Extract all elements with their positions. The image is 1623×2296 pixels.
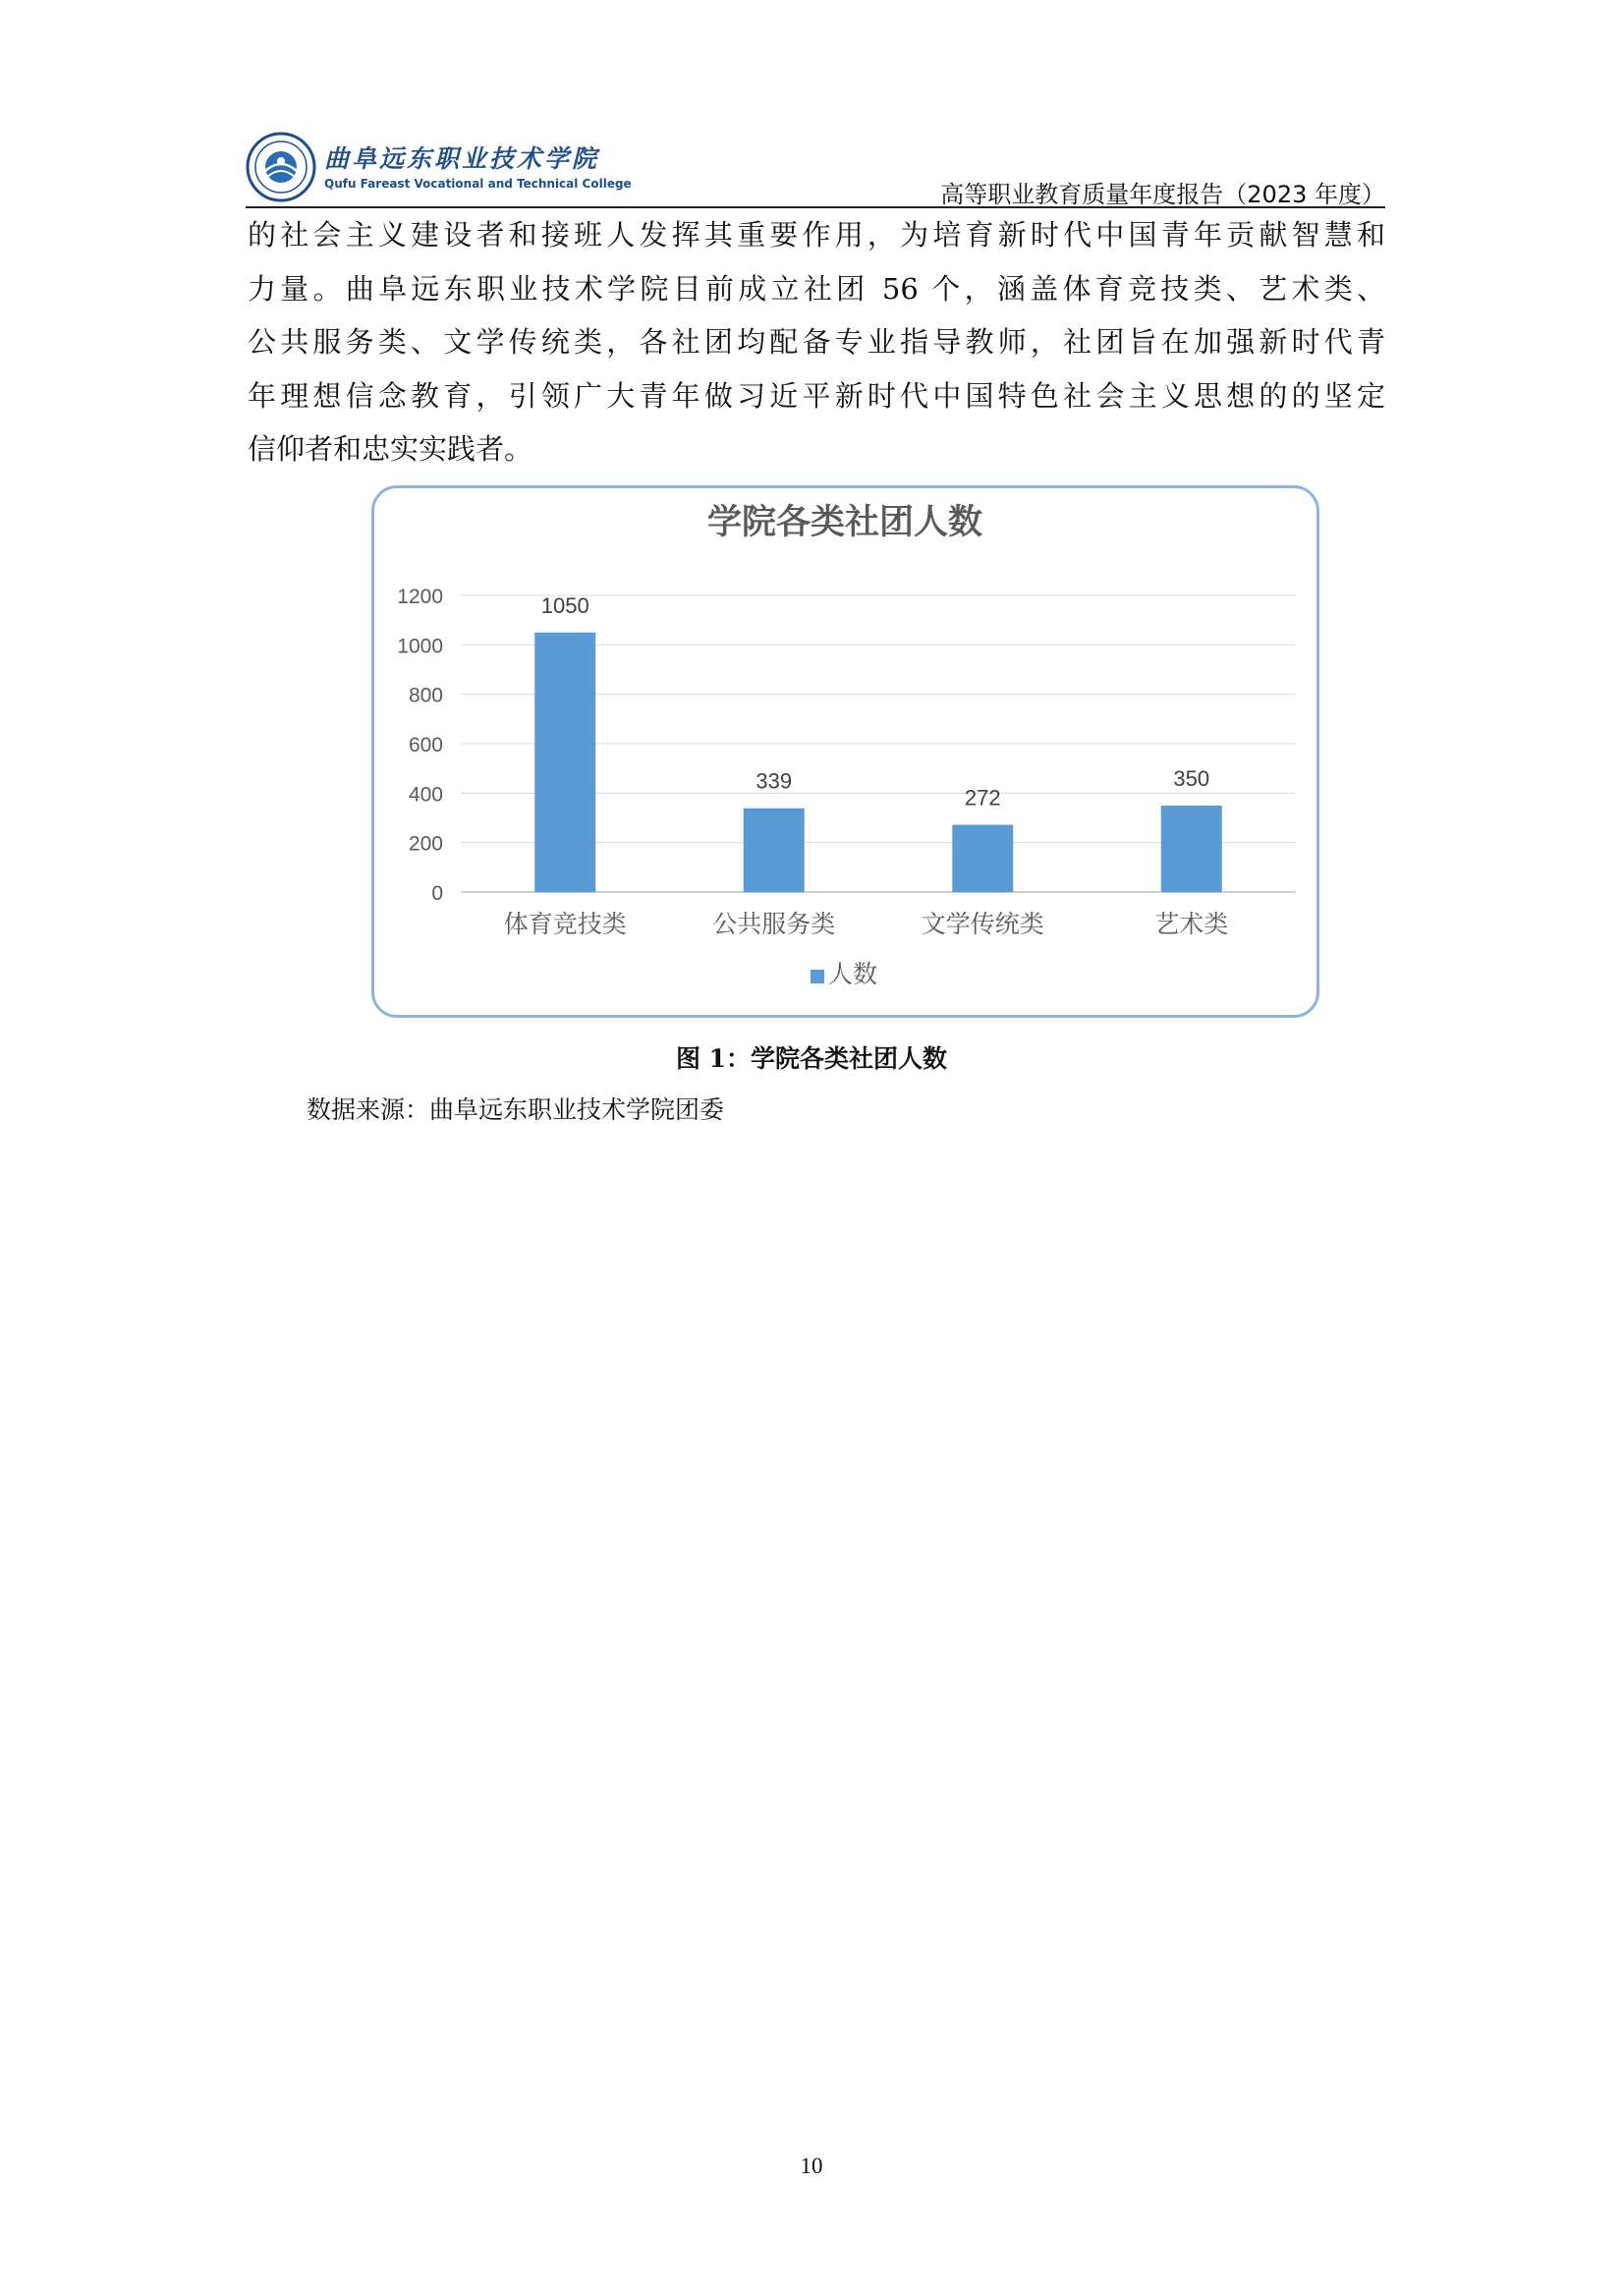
- body-line: 信仰者和忠实实践者。: [248, 432, 533, 466]
- body-line: 公共服务类、文学传统类，各社团均配备专业指导教师，社团旨在加强新时代青: [248, 325, 1385, 359]
- y-tick-label: 800: [408, 684, 443, 707]
- figure-caption: 图 1：学院各类社团人数: [675, 1044, 948, 1073]
- legend-swatch: [811, 970, 824, 983]
- page-number: 10: [800, 2154, 823, 2178]
- body-line: 力量。曲阜远东职业技术学院目前成立社团 56 个，涵盖体育竞技类、艺术类、: [248, 271, 1385, 306]
- bar: [952, 825, 1013, 892]
- body-line: 年理想信念教育，引领广大青年做习近平新时代中国特色社会主义思想的的坚定: [248, 378, 1385, 413]
- school-name-en: Qufu Fareast Vocational and Technical College: [324, 177, 632, 191]
- bar: [534, 633, 595, 892]
- data-label: 1050: [540, 592, 589, 618]
- body-paragraph: [248, 208, 1385, 476]
- bar: [744, 809, 805, 892]
- college-seal-logo: [246, 132, 316, 202]
- chart-frame: [371, 485, 1319, 1018]
- y-tick-label: 400: [408, 783, 443, 807]
- x-tick-label: 公共服务类: [712, 910, 836, 938]
- y-tick-label: 1200: [397, 586, 443, 608]
- bar-chart: [374, 488, 1316, 1015]
- legend-label: 人数: [828, 960, 878, 988]
- data-label: 339: [756, 768, 793, 794]
- y-tick-label: 200: [408, 832, 443, 856]
- school-name-cn: 曲阜远东职业技术学院: [324, 144, 600, 173]
- data-label: 272: [964, 785, 1001, 811]
- bar: [1161, 806, 1222, 892]
- y-tick-label: 0: [431, 882, 443, 905]
- x-tick-label: 体育竞技类: [503, 910, 627, 938]
- report-title: 高等职业教育质量年度报告（2023 年度）: [940, 181, 1385, 208]
- y-tick-label: 600: [408, 734, 443, 756]
- data-source: 数据来源：曲阜远东职业技术学院团委: [307, 1095, 725, 1124]
- body-line: 的社会主义建设者和接班人发挥其重要作用，为培育新时代中国青年贡献智慧和: [248, 218, 1385, 252]
- y-tick-label: 1000: [397, 635, 443, 658]
- data-label: 350: [1173, 765, 1210, 791]
- x-tick-label: 艺术类: [1154, 910, 1229, 938]
- x-tick-label: 文学传统类: [921, 910, 1044, 938]
- chart-title: 学院各类社团人数: [706, 503, 983, 542]
- page-header: [246, 128, 1385, 206]
